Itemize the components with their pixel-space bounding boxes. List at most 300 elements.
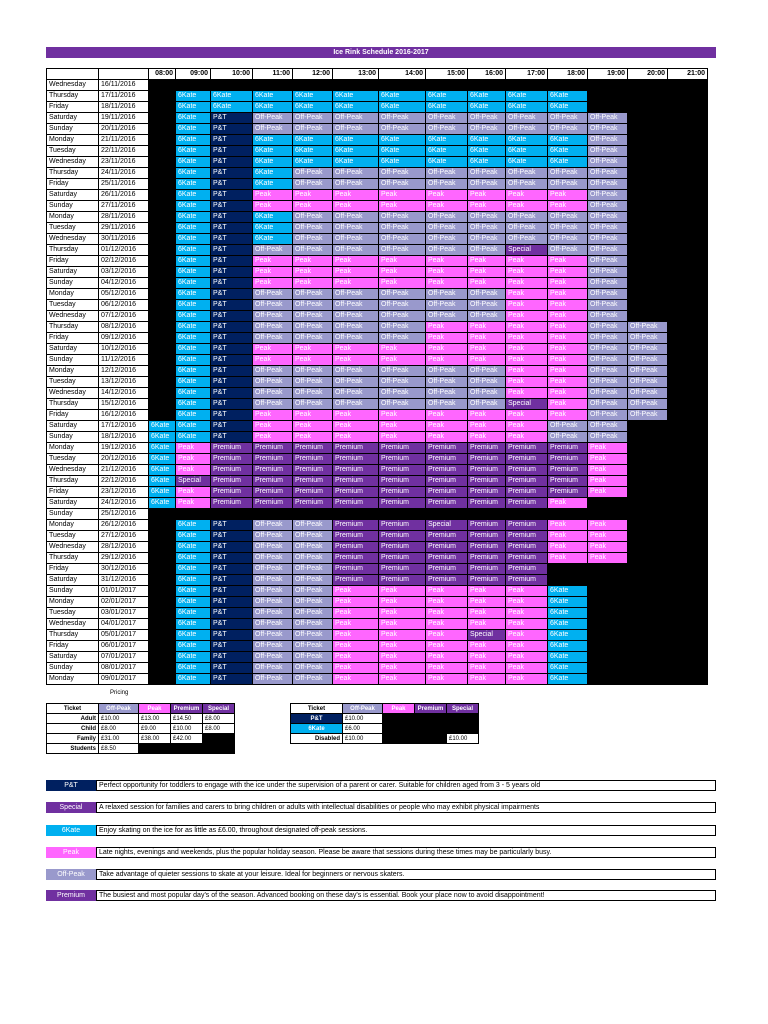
session-cell: Off-Peak	[293, 245, 333, 256]
session-cell: Peak	[426, 267, 468, 278]
session-cell: Peak	[333, 278, 379, 289]
session-cell: Peak	[176, 465, 211, 476]
session-cell: 6Kate	[149, 487, 176, 498]
legend-row	[46, 890, 716, 901]
session-cell	[668, 663, 708, 674]
schedule-row	[47, 487, 708, 498]
day-cell: Thursday	[47, 91, 99, 102]
price-cell: £13.00	[139, 714, 171, 724]
session-cell: Peak	[176, 443, 211, 454]
session-cell: Off-Peak	[293, 641, 333, 652]
session-cell: 6Kate	[548, 652, 588, 663]
session-cell: Peak	[506, 344, 548, 355]
session-cell	[668, 465, 708, 476]
session-cell: Peak	[333, 410, 379, 421]
session-cell: 6Kate	[149, 432, 176, 443]
session-cell: P&T	[211, 388, 253, 399]
schedule-row	[47, 80, 708, 91]
session-cell: 6Kate	[548, 102, 588, 113]
session-cell: Premium	[468, 443, 506, 454]
price-cell: £10.00	[447, 734, 479, 744]
session-cell: Premium	[468, 465, 506, 476]
session-cell: Off-Peak	[253, 553, 293, 564]
pricing-header-cell: Ticket	[291, 704, 343, 714]
session-cell: 6Kate	[548, 146, 588, 157]
session-cell: 6Kate	[253, 168, 293, 179]
session-cell: P&T	[211, 597, 253, 608]
session-cell: Peak	[588, 520, 628, 531]
session-cell: Peak	[426, 630, 468, 641]
session-cell	[149, 674, 176, 685]
pricing-row	[291, 734, 479, 744]
session-cell	[668, 553, 708, 564]
session-cell	[149, 179, 176, 190]
session-cell	[149, 124, 176, 135]
session-cell	[628, 652, 668, 663]
day-cell: Thursday	[47, 399, 99, 410]
session-cell: Peak	[548, 410, 588, 421]
schedule-row	[47, 278, 708, 289]
session-cell	[628, 168, 668, 179]
session-cell	[149, 91, 176, 102]
session-cell: Off-Peak	[426, 179, 468, 190]
session-cell: Peak	[253, 355, 293, 366]
session-cell: 6Kate	[253, 135, 293, 146]
session-cell: Off-Peak	[468, 388, 506, 399]
day-cell: Thursday	[47, 553, 99, 564]
schedule-row	[47, 465, 708, 476]
session-cell	[149, 135, 176, 146]
session-cell: Off-Peak	[253, 520, 293, 531]
session-cell: Off-Peak	[379, 179, 426, 190]
session-cell: Off-Peak	[253, 619, 293, 630]
session-cell	[293, 509, 333, 520]
session-cell: Off-Peak	[333, 179, 379, 190]
session-cell: Off-Peak	[333, 366, 379, 377]
pricing-row	[291, 714, 479, 724]
session-cell	[668, 432, 708, 443]
session-cell: Off-Peak	[506, 179, 548, 190]
session-cell: Off-Peak	[333, 245, 379, 256]
session-cell: Peak	[468, 432, 506, 443]
schedule-row	[47, 564, 708, 575]
session-cell	[149, 520, 176, 531]
session-cell: 6Kate	[149, 498, 176, 509]
session-cell	[628, 157, 668, 168]
session-cell: 6Kate	[176, 630, 211, 641]
legend-row	[46, 847, 716, 858]
schedule-row	[47, 608, 708, 619]
session-cell: 6Kate	[176, 652, 211, 663]
date-cell: 06/12/2016	[99, 300, 149, 311]
date-cell: 04/01/2017	[99, 619, 149, 630]
session-cell: Off-Peak	[588, 179, 628, 190]
session-cell	[149, 366, 176, 377]
session-cell: Off-Peak	[379, 289, 426, 300]
day-cell: Tuesday	[47, 300, 99, 311]
session-cell: Peak	[253, 410, 293, 421]
session-cell: Off-Peak	[588, 201, 628, 212]
session-cell: 6Kate	[293, 102, 333, 113]
date-cell: 20/12/2016	[99, 454, 149, 465]
schedule-row	[47, 410, 708, 421]
session-cell: Off-Peak	[548, 168, 588, 179]
session-cell	[668, 135, 708, 146]
session-cell: Peak	[379, 278, 426, 289]
session-cell: Special	[176, 476, 211, 487]
session-cell: Off-Peak	[588, 168, 628, 179]
schedule-row	[47, 476, 708, 487]
date-cell: 17/11/2016	[99, 91, 149, 102]
session-cell: Off-Peak	[379, 388, 426, 399]
price-cell: £8.00	[99, 724, 139, 734]
session-cell: Premium	[426, 498, 468, 509]
session-cell	[149, 267, 176, 278]
session-cell: Off-Peak	[379, 168, 426, 179]
session-cell: 6Kate	[176, 355, 211, 366]
session-cell: Off-Peak	[468, 113, 506, 124]
header-blank	[99, 69, 149, 80]
session-cell: Off-Peak	[426, 289, 468, 300]
session-cell: Peak	[379, 201, 426, 212]
session-cell: Peak	[548, 201, 588, 212]
session-cell: Off-Peak	[293, 388, 333, 399]
session-cell: Peak	[548, 267, 588, 278]
session-cell	[149, 146, 176, 157]
session-cell	[668, 245, 708, 256]
day-cell: Wednesday	[47, 542, 99, 553]
session-cell: Peak	[588, 454, 628, 465]
session-cell: Off-Peak	[468, 234, 506, 245]
session-cell	[426, 80, 468, 91]
session-cell: Off-Peak	[588, 344, 628, 355]
session-cell: Off-Peak	[333, 322, 379, 333]
session-cell: 6Kate	[176, 663, 211, 674]
session-cell: 6Kate	[426, 157, 468, 168]
session-cell: Peak	[506, 377, 548, 388]
session-cell: Peak	[468, 278, 506, 289]
date-cell: 30/11/2016	[99, 234, 149, 245]
session-cell: Off-Peak	[333, 168, 379, 179]
price-cell	[383, 734, 415, 744]
session-cell: Premium	[253, 487, 293, 498]
price-cell: £10.00	[171, 724, 203, 734]
session-cell: P&T	[211, 663, 253, 674]
session-cell: Peak	[468, 674, 506, 685]
legend-swatch: Peak	[46, 847, 96, 858]
session-cell: 6Kate	[176, 234, 211, 245]
session-cell	[628, 102, 668, 113]
session-cell	[668, 168, 708, 179]
date-cell: 27/11/2016	[99, 201, 149, 212]
session-cell	[628, 487, 668, 498]
session-cell: 6Kate	[379, 135, 426, 146]
session-cell	[668, 509, 708, 520]
session-cell: Off-Peak	[379, 113, 426, 124]
session-cell: Peak	[548, 388, 588, 399]
legend-row	[46, 869, 716, 880]
schedule-row	[47, 322, 708, 333]
session-cell: Premium	[379, 454, 426, 465]
session-cell: Off-Peak	[588, 212, 628, 223]
session-cell: 6Kate	[333, 102, 379, 113]
date-cell: 31/12/2016	[99, 575, 149, 586]
session-cell: Peak	[468, 608, 506, 619]
date-cell: 28/11/2016	[99, 212, 149, 223]
session-cell: 6Kate	[176, 608, 211, 619]
session-cell: 6Kate	[149, 454, 176, 465]
session-cell: Peak	[379, 630, 426, 641]
price-cell: £14.50	[171, 714, 203, 724]
session-cell: Off-Peak	[253, 674, 293, 685]
session-cell: Peak	[379, 432, 426, 443]
session-cell: P&T	[211, 575, 253, 586]
session-cell: Off-Peak	[333, 234, 379, 245]
session-cell: Off-Peak	[293, 223, 333, 234]
session-cell: 6Kate	[176, 410, 211, 421]
session-cell: Off-Peak	[628, 377, 668, 388]
legend-description: A relaxed session for families and carers to bring children or adults with intellectual disabilities or people who may exhibit physical impairments	[96, 802, 716, 813]
pricing-header-cell: Ticket	[47, 704, 99, 714]
session-cell: Off-Peak	[293, 597, 333, 608]
session-cell	[149, 410, 176, 421]
session-cell	[211, 509, 253, 520]
session-cell: 6Kate	[176, 564, 211, 575]
session-cell: Peak	[333, 674, 379, 685]
session-cell	[628, 663, 668, 674]
day-cell: Monday	[47, 289, 99, 300]
schedule-row	[47, 355, 708, 366]
session-cell: 6Kate	[176, 388, 211, 399]
session-cell	[668, 542, 708, 553]
session-cell: Off-Peak	[253, 531, 293, 542]
session-cell	[668, 113, 708, 124]
session-cell: 6Kate	[176, 619, 211, 630]
session-cell: Peak	[548, 190, 588, 201]
session-cell: Off-Peak	[379, 300, 426, 311]
session-cell: Peak	[506, 256, 548, 267]
session-cell: P&T	[211, 212, 253, 223]
schedule-row	[47, 146, 708, 157]
session-cell: Premium	[333, 498, 379, 509]
schedule-row	[47, 619, 708, 630]
date-cell: 03/12/2016	[99, 267, 149, 278]
session-cell: Peak	[293, 256, 333, 267]
session-cell: Peak	[379, 641, 426, 652]
session-cell: Off-Peak	[253, 586, 293, 597]
day-cell: Tuesday	[47, 454, 99, 465]
session-cell: 6Kate	[176, 300, 211, 311]
session-cell	[668, 267, 708, 278]
session-cell: 6Kate	[176, 575, 211, 586]
session-cell: Premium	[333, 443, 379, 454]
legend-swatch: Off-Peak	[46, 869, 96, 880]
session-cell: Peak	[506, 421, 548, 432]
session-cell: Peak	[548, 355, 588, 366]
session-cell: 6Kate	[548, 663, 588, 674]
session-cell: Peak	[548, 520, 588, 531]
session-cell: Off-Peak	[293, 652, 333, 663]
schedule-row	[47, 289, 708, 300]
pricing-header-cell: Peak	[383, 704, 415, 714]
session-cell: Off-Peak	[293, 619, 333, 630]
session-cell: P&T	[211, 344, 253, 355]
date-cell: 21/12/2016	[99, 465, 149, 476]
session-cell: Peak	[548, 553, 588, 564]
session-cell: Premium	[468, 531, 506, 542]
session-cell: 6Kate	[176, 333, 211, 344]
session-cell: Off-Peak	[588, 333, 628, 344]
session-cell	[628, 432, 668, 443]
session-cell: Peak	[468, 641, 506, 652]
session-cell	[628, 454, 668, 465]
session-cell	[149, 223, 176, 234]
session-cell: Peak	[468, 256, 506, 267]
session-cell: Premium	[548, 487, 588, 498]
session-cell: 6Kate	[176, 212, 211, 223]
session-cell	[149, 344, 176, 355]
session-cell	[628, 311, 668, 322]
session-cell	[628, 80, 668, 91]
session-cell	[628, 421, 668, 432]
session-cell	[668, 300, 708, 311]
hour-label: 20:00	[628, 69, 668, 80]
session-cell	[588, 575, 628, 586]
session-cell: P&T	[211, 289, 253, 300]
session-cell	[149, 542, 176, 553]
session-cell: 6Kate	[149, 421, 176, 432]
session-cell: 6Kate	[506, 91, 548, 102]
session-cell: Premium	[468, 575, 506, 586]
session-cell	[149, 597, 176, 608]
session-cell: Peak	[333, 630, 379, 641]
session-cell: 6Kate	[548, 157, 588, 168]
session-cell: Peak	[293, 344, 333, 355]
session-cell: Peak	[333, 586, 379, 597]
session-cell: Off-Peak	[468, 289, 506, 300]
date-cell: 07/12/2016	[99, 311, 149, 322]
price-cell: £10.00	[343, 734, 383, 744]
session-cell: Peak	[548, 344, 588, 355]
session-cell	[176, 509, 211, 520]
day-cell: Wednesday	[47, 234, 99, 245]
schedule-row	[47, 575, 708, 586]
session-cell: Off-Peak	[379, 377, 426, 388]
day-cell: Saturday	[47, 113, 99, 124]
session-cell: Peak	[506, 267, 548, 278]
session-cell: P&T	[211, 234, 253, 245]
session-cell: Peak	[506, 410, 548, 421]
date-cell: 21/11/2016	[99, 135, 149, 146]
session-cell: Off-Peak	[293, 168, 333, 179]
session-cell: P&T	[211, 399, 253, 410]
session-cell	[668, 80, 708, 91]
session-cell	[628, 179, 668, 190]
session-cell: 6Kate	[176, 278, 211, 289]
session-cell: Off-Peak	[333, 300, 379, 311]
day-cell: Saturday	[47, 498, 99, 509]
pricing-header-cell: Premium	[171, 704, 203, 714]
session-cell: Peak	[333, 355, 379, 366]
session-cell: 6Kate	[253, 223, 293, 234]
legend-row	[46, 780, 716, 791]
date-cell: 05/12/2016	[99, 289, 149, 300]
day-cell: Monday	[47, 366, 99, 377]
schedule-row	[47, 432, 708, 443]
date-cell: 18/12/2016	[99, 432, 149, 443]
session-cell: Off-Peak	[628, 410, 668, 421]
session-cell: Premium	[506, 454, 548, 465]
session-cell: Peak	[426, 421, 468, 432]
price-cell: £31.00	[99, 734, 139, 744]
session-cell	[149, 630, 176, 641]
hour-label: 13:00	[333, 69, 379, 80]
session-cell: P&T	[211, 608, 253, 619]
session-cell: Off-Peak	[253, 124, 293, 135]
session-cell	[668, 223, 708, 234]
session-cell	[588, 641, 628, 652]
session-cell: Peak	[333, 256, 379, 267]
date-cell: 10/12/2016	[99, 344, 149, 355]
session-cell	[668, 399, 708, 410]
pricing-header-cell: Off-Peak	[343, 704, 383, 714]
day-cell: Thursday	[47, 245, 99, 256]
session-cell: Premium	[506, 575, 548, 586]
session-cell: 6Kate	[176, 366, 211, 377]
session-cell: Off-Peak	[588, 234, 628, 245]
session-cell: Peak	[548, 498, 588, 509]
session-cell: 6Kate	[176, 245, 211, 256]
session-cell: Premium	[293, 465, 333, 476]
session-cell: 6Kate	[548, 630, 588, 641]
schedule-row	[47, 190, 708, 201]
session-cell: Peak	[426, 344, 468, 355]
session-cell	[149, 245, 176, 256]
session-cell	[628, 234, 668, 245]
session-cell: 6Kate	[149, 476, 176, 487]
session-cell	[149, 608, 176, 619]
date-cell: 01/12/2016	[99, 245, 149, 256]
session-cell: P&T	[211, 201, 253, 212]
schedule-row	[47, 212, 708, 223]
session-cell	[628, 542, 668, 553]
day-cell: Saturday	[47, 190, 99, 201]
session-cell: Off-Peak	[628, 399, 668, 410]
session-cell	[333, 509, 379, 520]
schedule-row	[47, 102, 708, 113]
price-cell	[171, 744, 203, 754]
session-cell: 6Kate	[548, 597, 588, 608]
session-cell	[149, 509, 176, 520]
session-cell: Off-Peak	[253, 113, 293, 124]
session-cell: Peak	[468, 663, 506, 674]
session-cell	[628, 498, 668, 509]
session-cell: Premium	[293, 443, 333, 454]
date-cell: 19/11/2016	[99, 113, 149, 124]
session-cell: Premium	[333, 487, 379, 498]
schedule-row	[47, 245, 708, 256]
session-cell	[668, 498, 708, 509]
session-cell: Peak	[548, 300, 588, 311]
date-cell: 13/12/2016	[99, 377, 149, 388]
session-cell: 6Kate	[176, 553, 211, 564]
schedule-row	[47, 454, 708, 465]
session-cell	[379, 80, 426, 91]
day-cell: Wednesday	[47, 465, 99, 476]
session-cell: Off-Peak	[293, 300, 333, 311]
session-cell: Peak	[293, 355, 333, 366]
session-cell: Peak	[426, 663, 468, 674]
